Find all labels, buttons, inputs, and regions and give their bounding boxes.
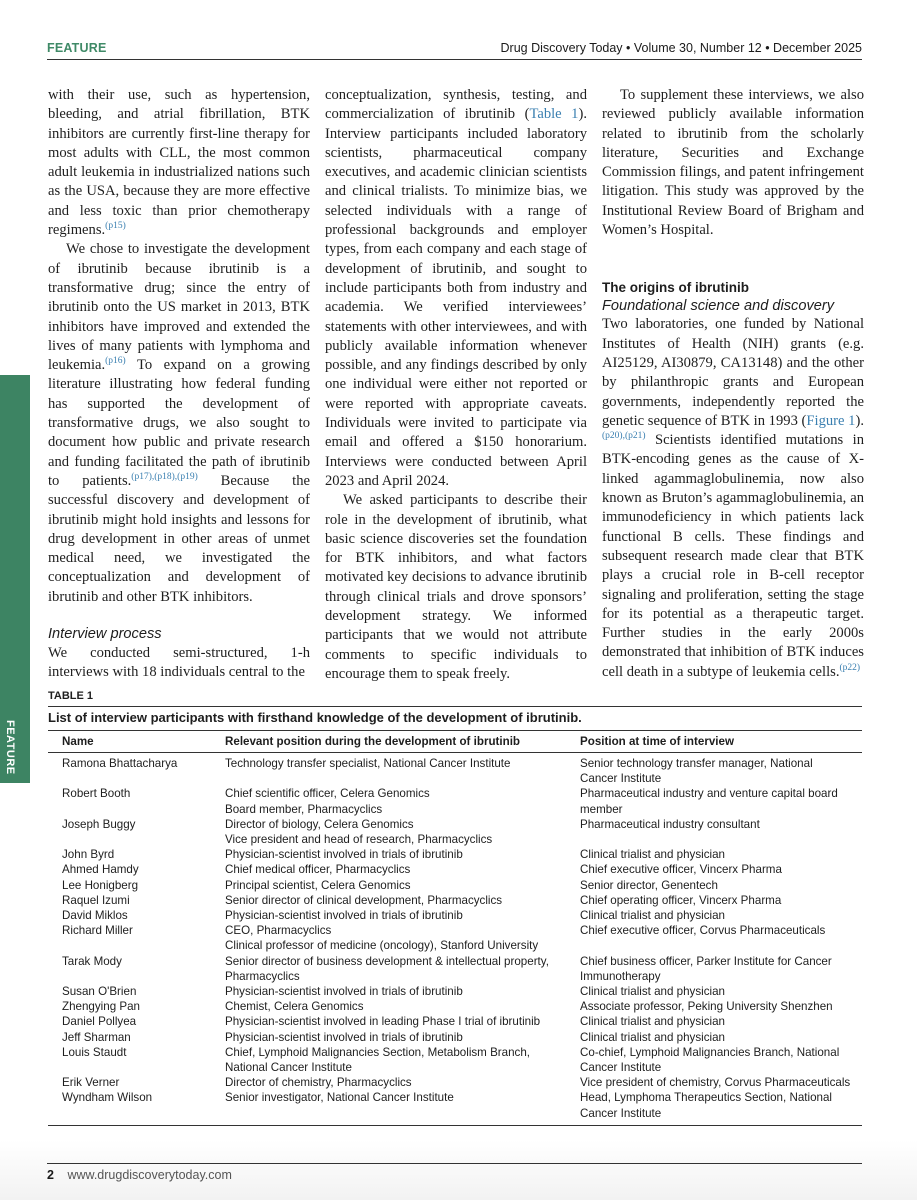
- role-during-development: [225, 1075, 580, 1090]
- cell-line: Immunotherapy: [580, 969, 661, 983]
- cell-line: Co-chief, Lymphoid Malignancies Branch, National: [580, 1045, 840, 1059]
- subsection-heading: Interview process: [48, 626, 162, 643]
- cell-line: Senior director of business development & intellectual property,: [225, 954, 549, 968]
- cell-line: Pharmacyclics: [225, 969, 300, 983]
- reference-link[interactable]: (p15): [105, 221, 126, 232]
- role-during-development: [225, 1090, 580, 1120]
- participant-name: Richard Miller: [62, 924, 133, 938]
- table-label: TABLE 1: [48, 690, 94, 702]
- table-row: [48, 1030, 862, 1045]
- cell-line: Board member, Pharmacyclics: [225, 802, 383, 816]
- role-at-interview: [580, 847, 862, 862]
- participant-name: Daniel Pollyea: [62, 1015, 137, 1029]
- role-at-interview: [580, 1030, 862, 1045]
- role-during-development: [225, 1014, 580, 1029]
- figure-link[interactable]: Figure 1: [806, 412, 856, 429]
- cell-line: Physician-scientist involved in trials of ibrutinib: [225, 985, 463, 999]
- role-during-development: [225, 923, 580, 953]
- table-row: [48, 954, 862, 984]
- paragraph: with their use, such as hypertension, bleeding, and atrial fibrillation, BTK inhibitors are currently first-line therapy for most adults with CLL, the most common adult leukemia in industrialized nations such as the USA, because they are more effective and less toxic than prior chemotherapy regimens.$^{(p15)}$: [48, 87, 310, 239]
- cell-line: Head, Lymphoma Therapeutics Section, National: [580, 1091, 832, 1105]
- participant-name: Erik Verner: [62, 1076, 120, 1090]
- running-header: [47, 40, 862, 60]
- cell-line: Clinical trialist and physician: [580, 909, 725, 923]
- cell-line: Clinical trialist and physician: [580, 1015, 725, 1029]
- participant-name: John Byrd: [62, 848, 115, 862]
- cell-line: Vice president and head of research, Pharmacyclics: [225, 833, 493, 847]
- paragraph: conceptualization, synthesis, testing, and commercialization of ibrutinib (Table 1). Interview participants included laboratory scientists, pharmaceutical company executives, and academic clinician scientists and clinical trialists. To minimize bias, we selected individuals with a range of professional backgrounds and employer types, from each company and each stage of development of ibrutinib, and sought to include participants both from industry and academia. We verified interviewees’ statements with other interviewees, and with publicly available information whenever possible, and any findings described by only one individual were either not reported or were reported with appropriate caveats. Individuals were invited to participate via email and offered a $150 honorarium. Interviews were conducted between April 2023 and April 2024.: [325, 87, 587, 489]
- participant-name: David Miklos: [62, 909, 128, 923]
- cell-line: Chief, Lymphoid Malignancies Section, Metabolism Branch,: [225, 1045, 531, 1059]
- table-row: [48, 862, 862, 877]
- table-row: [48, 1075, 862, 1090]
- side-section-tab: [0, 375, 30, 783]
- table-row: [48, 1014, 862, 1029]
- role-during-development: [225, 908, 580, 923]
- paragraph: We asked participants to describe their role in the development of ibrutinib, what basic science discoveries set the foundation for BTK inhibitors, and what factors motivated key decisions to advance ibrutinib through clinical trials and drove sponsors’ development strategy. We informed participants that we would not attribute comments to specific individuals to encourage them to speak freely.: [325, 492, 587, 682]
- text-column-1: [48, 86, 310, 683]
- cell-line: Cancer Institute: [580, 1106, 662, 1120]
- section-heading: The origins of ibrutinib: [602, 280, 749, 296]
- paragraph: We conducted semi-structured, 1-h interviews with 18 individuals central to the: [48, 645, 310, 681]
- table-caption: List of interview participants with firsthand knowledge of the development of ibrutinib.: [48, 706, 862, 725]
- table-header-row: [48, 731, 862, 753]
- role-at-interview: [580, 893, 862, 908]
- page-footer: [47, 1163, 862, 1182]
- side-tab-label: FEATURE: [4, 720, 16, 775]
- role-at-interview: [580, 908, 862, 923]
- cell-line: Cancer Institute: [580, 772, 662, 786]
- role-at-interview: [580, 1090, 862, 1120]
- journal-url-link[interactable]: www.drugdiscoverytoday.com: [67, 1168, 232, 1182]
- table-row: [48, 999, 862, 1014]
- role-at-interview: [580, 862, 862, 877]
- cell-line: Cancer Institute: [580, 1061, 662, 1075]
- participant-name: Lee Honigberg: [62, 878, 139, 892]
- role-during-development: [225, 878, 580, 893]
- role-at-interview: [580, 1014, 862, 1029]
- role-during-development: [225, 1045, 580, 1075]
- cell-line: Chief operating officer, Vincerx Pharma: [580, 893, 782, 907]
- cell-line: Physician-scientist involved in trials of ibrutinib: [225, 909, 463, 923]
- cell-line: Senior technology transfer manager, National: [580, 757, 813, 770]
- cell-line: Physician-scientist involved in trials of ibrutinib: [225, 848, 463, 862]
- cell-line: Senior director, Genentech: [580, 878, 718, 892]
- subsection-heading: Foundational science and discovery: [602, 298, 835, 315]
- table-row: [48, 847, 862, 862]
- role-during-development: [225, 847, 580, 862]
- participant-name: Raquel Izumi: [62, 893, 130, 907]
- table-row: [48, 1045, 862, 1075]
- cell-line: Physician-scientist involved in leading Phase I trial of ibrutinib: [225, 1015, 541, 1029]
- table-row: [48, 878, 862, 893]
- cell-line: Chemist, Celera Genomics: [225, 1000, 364, 1014]
- participant-name: Robert Booth: [62, 787, 131, 801]
- table-row: [48, 984, 862, 999]
- participant-name: Jeff Sharman: [62, 1030, 131, 1044]
- role-during-development: [225, 786, 580, 816]
- table-row: [48, 923, 862, 953]
- role-at-interview: [580, 878, 862, 893]
- reference-link[interactable]: (p17),(p18),(p19): [131, 472, 198, 483]
- role-at-interview: [580, 1075, 862, 1090]
- cell-line: Technology transfer specialist, National Cancer Institute: [225, 757, 511, 770]
- participant-name: Ramona Bhattacharya: [62, 757, 178, 770]
- role-at-interview: [580, 999, 862, 1014]
- cell-line: Pharmaceutical industry and venture capital board: [580, 787, 838, 801]
- role-during-development: [225, 999, 580, 1014]
- participant-name: Ahmed Hamdy: [62, 863, 139, 877]
- role-at-interview: [580, 984, 862, 999]
- cell-line: National Cancer Institute: [225, 1061, 352, 1075]
- participant-name: Tarak Mody: [62, 954, 122, 968]
- role-at-interview: [580, 817, 862, 847]
- cell-line: Clinical trialist and physician: [580, 848, 725, 862]
- cell-line: Clinical professor of medicine (oncology), Stanford University: [225, 939, 539, 953]
- paragraph: Two laboratories, one funded by National Institutes of Health (NIH) grants (e.g. AI25129, AI30879, CA13148) and the other by philanthropic grants and European governments, independently reported the genetic sequence of BTK in 1993 (Figure 1).$^{(p20),(p21)}$ Scientists identified mutations in BTK-encoding genes as the cause of X-linked agammaglobulinemia, now also known as Bruton’s agammaglobulinemia, an immunodeficiency in which patients lack functional B cells. These findings and subsequent research made clear that BTK plays a crucial role in B-cell receptor signaling and proliferation, setting the stage for its potential as a therapeutic target. Further studies in the early 2000s demonstrated that inhibition of BTK induces cell death in a subtype of leukemia cells.$^{(p22)}$: [602, 316, 864, 680]
- page-number: 2: [47, 1168, 54, 1182]
- paragraph: To supplement these interviews, we also reviewed publicly available information related to ibrutinib from the scholarly literature, Securities and Exchange Commission filings, and patent infringement litigation. This study was approved by the Institutional Review Board of Brigham and Women’s Hospital.: [602, 87, 864, 239]
- cell-line: Chief medical officer, Pharmacyclics: [225, 863, 411, 877]
- role-during-development: [225, 984, 580, 999]
- journal-citation: Drug Discovery Today • Volume 30, Number 12 • December 2025: [500, 41, 862, 55]
- role-during-development: [225, 1030, 580, 1045]
- table-link[interactable]: Table 1: [529, 106, 579, 123]
- participant-name: Joseph Buggy: [62, 817, 136, 831]
- cell-line: Chief executive officer, Vincerx Pharma: [580, 863, 782, 877]
- role-during-development: [225, 817, 580, 847]
- cell-line: Director of chemistry, Pharmacyclics: [225, 1076, 412, 1090]
- cell-line: Clinical trialist and physician: [580, 1030, 725, 1044]
- role-during-development: [225, 954, 580, 984]
- role-during-development: [225, 893, 580, 908]
- participant-name: Louis Staudt: [62, 1045, 127, 1059]
- paragraph: We chose to investigate the development of ibrutinib because ibrutinib is a transformative drug; since the entry of ibrutinib onto the US market in 2013, BTK inhibitors have improved and extended the lives of many patients with lymphoma and leukemia.$^{(p16)}$ To expand on a growing literature illustrating how federal funding has supported the development of transformative drugs, we also sought to document how public and private research and funding facilitated the path of ibrutinib to patients.$^{(p17),(p18),(p19)}$ Because the successful discovery and development of ibrutinib might hold insights and lessons for drug development in other areas of unmet medical need, we investigated the conceptualization and development of ibrutinib and other BTK inhibitors.: [48, 241, 310, 605]
- column-header-now: Position at time of interview: [580, 735, 734, 748]
- participant-name: Wyndham Wilson: [62, 1091, 153, 1105]
- table-row: [48, 1090, 862, 1120]
- cell-line: Vice president of chemistry, Corvus Pharmaceuticals: [580, 1076, 851, 1090]
- text-column-2: [325, 86, 587, 684]
- table-row: [48, 786, 862, 816]
- table-row: [48, 893, 862, 908]
- role-at-interview: [580, 923, 862, 953]
- cell-line: Physician-scientist involved in trials of ibrutinib: [225, 1030, 463, 1044]
- table-row: [48, 756, 862, 786]
- participant-name: Susan O'Brien: [62, 985, 137, 999]
- cell-line: Director of biology, Celera Genomics: [225, 817, 414, 831]
- cell-line: Chief executive officer, Corvus Pharmaceuticals: [580, 924, 826, 938]
- cell-line: Senior investigator, National Cancer Institute: [225, 1091, 454, 1105]
- column-header-during: Relevant position during the development of ibrutinib: [225, 735, 521, 748]
- role-at-interview: [580, 954, 862, 984]
- cell-line: CEO, Pharmacyclics: [225, 924, 332, 938]
- role-during-development: [225, 756, 580, 786]
- cell-line: Pharmaceutical industry consultant: [580, 817, 760, 831]
- cell-line: Clinical trialist and physician: [580, 985, 725, 999]
- column-header-name: Name: [62, 735, 94, 748]
- text-column-3: [602, 86, 864, 682]
- participants-table: [48, 730, 862, 1126]
- table-row: [48, 817, 862, 847]
- table-body: [48, 753, 862, 1126]
- cell-line: Associate professor, Peking University Shenzhen: [580, 1000, 833, 1014]
- section-label: FEATURE: [47, 41, 107, 55]
- reference-link[interactable]: (p20),(p21): [602, 431, 646, 442]
- role-at-interview: [580, 786, 862, 816]
- participant-name: Zhengying Pan: [62, 1000, 140, 1014]
- cell-line: Chief scientific officer, Celera Genomics: [225, 787, 430, 801]
- role-during-development: [225, 862, 580, 877]
- cell-line: member: [580, 802, 623, 816]
- role-at-interview: [580, 756, 862, 786]
- cell-line: Chief business officer, Parker Institute for Cancer: [580, 954, 832, 968]
- reference-link[interactable]: (p22): [839, 662, 861, 673]
- cell-line: Principal scientist, Celera Genomics: [225, 878, 411, 892]
- table-row: [48, 908, 862, 923]
- reference-link[interactable]: (p16): [105, 356, 126, 367]
- cell-line: Senior director of clinical development, Pharmacyclics: [225, 893, 503, 907]
- role-at-interview: [580, 1045, 862, 1075]
